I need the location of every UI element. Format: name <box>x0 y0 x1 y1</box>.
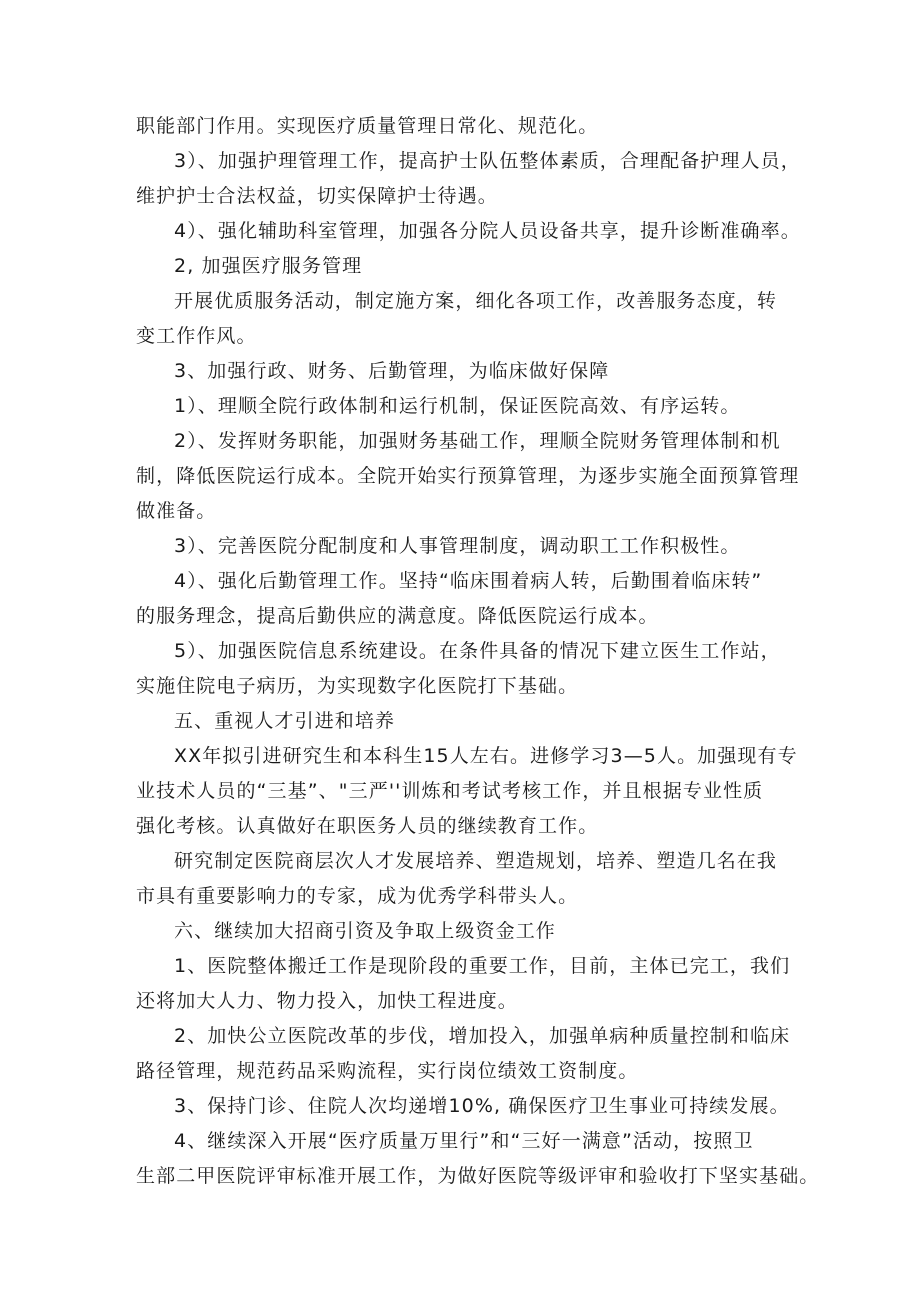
document-body <box>136 113 820 1189</box>
text-line: 2）、发挥财务职能，加强财务基础工作，理顺全院财务管理体制和机 <box>174 430 781 452</box>
text-line: 生部二甲医院评审标准开展工作，为做好医院等级评审和验收打下坚实基础。 <box>136 1165 820 1187</box>
text-line: 业技术人员的“三基”、"三严''训炼和考试考核工作，并且根据专业性质 <box>136 780 764 802</box>
text-line: 3、保持门诊、住院人次均递增10%, 确保医疗卫生事业可持续发展。 <box>174 1095 790 1117</box>
text-line: 1、医院整体搬迁工作是现阶段的重要工作，目前，主体已完工，我们 <box>174 955 791 977</box>
text-line: 实施住院电子病历，为实现数字化医院打下基础。 <box>136 675 579 697</box>
text-line: 2、加快公立医院改革的步伐，增加投入，加强单病种质量控制和临床 <box>174 1025 791 1047</box>
text-line: 的服务理念，提高后勤供应的满意度。降低医院运行成本。 <box>136 605 659 627</box>
text-line: 路径管理，规范药品采购流程，实行岗位绩效工资制度。 <box>136 1060 639 1082</box>
text-line: 1）、理顺全院行政体制和运行机制，保证医院高效、有序运转。 <box>174 395 741 417</box>
text-line: 3）、加强护理管理工作，提高护士队伍整体素质，合理配备护理人员， <box>174 150 801 172</box>
text-line: 研究制定医院商层次人才发展培养、塑造规划，培养、塑造几名在我 <box>174 850 778 872</box>
text-line: 4）、强化辅助科室管理，加强各分院人员设备共享，提升诊断准确率。 <box>174 220 801 242</box>
text-line: 强化考核。认真做好在职医务人员的继续教育工作。 <box>136 815 599 837</box>
text-line: 4、继续深入开展“医疗质量万里行”和“三好一满意”活动，按照卫 <box>174 1130 754 1152</box>
text-line: 市具有重要影响力的专家，成为优秀学科带头人。 <box>136 885 579 907</box>
text-line: 制，降低医院运行成本。全院开始实行预算管理，为逐步实施全面预算管理 <box>136 465 800 487</box>
section-heading: 五、重视人才引进和培养 <box>174 710 396 732</box>
text-line: 3）、完善医院分配制度和人事管理制度，调动职工工作积极性。 <box>174 535 741 557</box>
text-line: 还将加大人力、物力投入，加快工程进度。 <box>136 990 518 1012</box>
text-line: 5）、加强医院信息系统建设。在条件具备的情况下建立医生工作站， <box>174 640 781 662</box>
text-line: 变工作作风。 <box>136 325 257 347</box>
section-heading: 2, 加强医疗服务管理 <box>174 255 363 277</box>
text-line: 职能部门作用。实现医疗质量管理日常化、规范化。 <box>136 115 599 137</box>
text-line: 维护护士合法权益，切实保障护士待遇。 <box>136 185 498 207</box>
text-line: 做准备。 <box>136 500 217 522</box>
section-heading: 六、继续加大招商引资及争取上级资金工作 <box>174 920 556 942</box>
text-line: 开展优质服务活动，制定施方案，细化各项工作，改善服务态度，转 <box>174 290 778 312</box>
text-line: 4）、强化后勤管理工作。坚持“临床围着病人转，后勤围着临床转” <box>174 570 763 592</box>
section-heading: 3、加强行政、财务、后勤管理，为临床做好保障 <box>174 360 610 382</box>
text-line: XX年拟引进研究生和本科生15人左右。进修学习3—5人。加强现有专 <box>174 745 798 767</box>
